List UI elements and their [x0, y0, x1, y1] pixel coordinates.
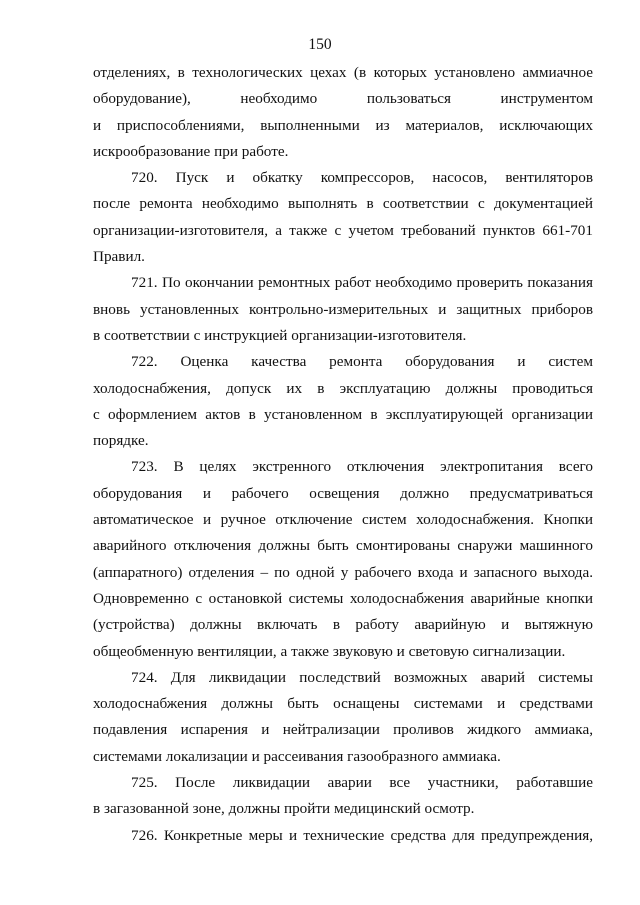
- text-line: отделениях, в технологических цехах (в которых установлено аммиачное: [93, 64, 593, 81]
- paragraph: [93, 349, 593, 454]
- text-line: общеобменную вентиляции, а также звуковую и световую сигнализации.: [93, 642, 566, 660]
- text-line: порядке.: [93, 432, 149, 450]
- text-line: 720. Пуск и обкатку компрессоров, насосов, вентиляторов: [131, 169, 593, 187]
- text-line: аварийного отключения должны быть смонтированы снаружи машинного: [93, 537, 593, 555]
- text-line: в загазованной зоне, должны пройти медицинский осмотр.: [93, 800, 475, 818]
- text-line: 723. В целях экстренного отключения электропитания всего: [131, 458, 593, 476]
- paragraph: [93, 270, 593, 349]
- text-line: Правил.: [93, 248, 145, 266]
- text-line: оборудования и рабочего освещения должно предусматриваться: [93, 484, 593, 502]
- text-line: и приспособлениями, выполненными из материалов, исключающих: [93, 116, 593, 134]
- text-line: (аппаратного) отделения – по одной у рабочего входа и запасного выхода.: [93, 563, 593, 581]
- text-line: подавления испарения и нейтрализации проливов жидкого аммиака,: [93, 721, 593, 739]
- document-body: [93, 60, 593, 849]
- text-line: 722. Оценка качества ремонта оборудования и систем: [131, 353, 593, 371]
- paragraph: [93, 60, 593, 165]
- text-line: организации-изготовителя, а также с учетом требований пунктов 661-701: [93, 221, 593, 239]
- text-line: 724. Для ликвидации последствий возможных аварий системы: [131, 668, 593, 686]
- paragraph: [93, 770, 593, 823]
- text-line: 726. Конкретные меры и технические средства для предупреждения,: [131, 826, 593, 844]
- text-line: 721. По окончании ремонтных работ необходимо проверить показания: [131, 274, 593, 292]
- text-line: в соответствии с инструкцией организации-изготовителя.: [93, 326, 467, 344]
- paragraph: [93, 823, 593, 849]
- text-line: 725. После ликвидации аварии все участники, работавшие: [131, 774, 593, 792]
- paragraph: [93, 665, 593, 770]
- text-line: искрообразование при работе.: [93, 142, 289, 160]
- text-line: (устройства) должны включать в работу аварийную и вытяжную: [93, 616, 593, 634]
- text-line: холодоснабжения, допуск их в эксплуатацию должны проводиться: [93, 379, 593, 397]
- text-line: после ремонта необходимо выполнять в соответствии с документацией: [93, 195, 593, 213]
- paragraph: [93, 454, 593, 664]
- page-number: 150: [308, 36, 332, 53]
- text-line: с оформлением актов в установленном в эксплуатирующей организации: [93, 405, 593, 423]
- text-line: вновь установленных контрольно-измерительных и защитных приборов: [93, 300, 593, 318]
- text-line: оборудование), необходимо пользоваться инструментом: [93, 90, 593, 108]
- text-line: Одновременно с остановкой системы холодоснабжения аварийные кнопки: [93, 589, 593, 607]
- text-line: автоматическое и ручное отключение систем холодоснабжения. Кнопки: [93, 511, 593, 529]
- text-line: системами локализации и рассеивания газообразного аммиака.: [93, 747, 501, 765]
- paragraph: [93, 165, 593, 270]
- text-line: холодоснабжения должны быть оснащены системами и средствами: [93, 695, 593, 713]
